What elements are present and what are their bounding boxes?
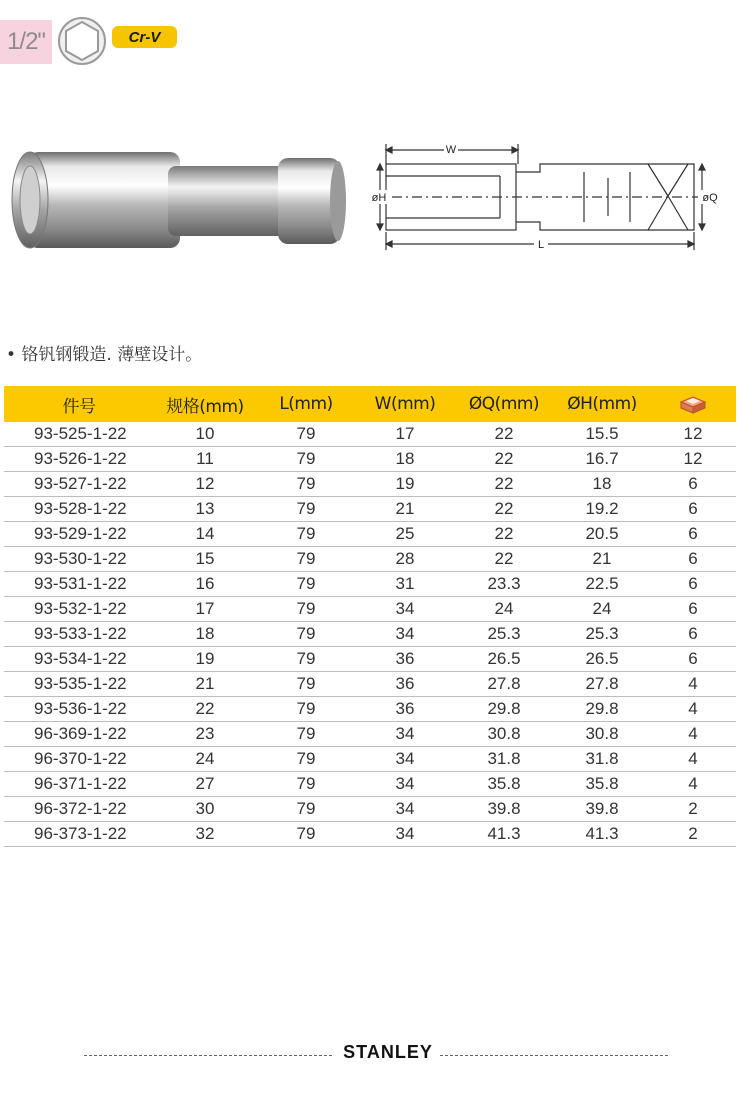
table-cell: 27.8 <box>554 672 650 697</box>
table-cell: 15 <box>154 547 256 572</box>
table-cell: 22 <box>154 697 256 722</box>
table-cell: 25.3 <box>554 622 650 647</box>
spec-table <box>4 386 736 847</box>
table-cell: 34 <box>356 722 454 747</box>
table-cell: 16 <box>154 572 256 597</box>
table-cell: 34 <box>356 622 454 647</box>
table-cell: 22 <box>454 447 554 472</box>
table-row <box>4 647 736 672</box>
table-cell: 79 <box>256 597 356 622</box>
table-row <box>4 722 736 747</box>
table-row <box>4 447 736 472</box>
table-cell: 21 <box>356 497 454 522</box>
dimension-label-w: W <box>445 144 457 156</box>
table-cell: 12 <box>650 447 736 472</box>
table-cell: 34 <box>356 747 454 772</box>
table-cell: 19 <box>356 472 454 497</box>
table-cell: 35.8 <box>454 772 554 797</box>
table-cell: 30.8 <box>454 722 554 747</box>
table-cell: 79 <box>256 447 356 472</box>
table-row <box>4 597 736 622</box>
table-cell: 4 <box>650 697 736 722</box>
table-cell: 22 <box>454 472 554 497</box>
table-cell: 36 <box>356 647 454 672</box>
table-cell: 96-371-1-22 <box>4 772 154 797</box>
column-header-package <box>650 386 736 422</box>
table-cell: 30.8 <box>554 722 650 747</box>
table-cell: 6 <box>650 497 736 522</box>
material-badge: Cr-V <box>112 26 177 48</box>
table-cell: 22 <box>454 422 554 447</box>
table-row <box>4 672 736 697</box>
table-cell: 13 <box>154 497 256 522</box>
table-cell: 23.3 <box>454 572 554 597</box>
table-cell: 15.5 <box>554 422 650 447</box>
table-cell: 79 <box>256 522 356 547</box>
table-cell: 96-369-1-22 <box>4 722 154 747</box>
table-row <box>4 747 736 772</box>
column-header-q-diameter: ØQ(mm) <box>454 386 554 422</box>
table-cell: 18 <box>154 622 256 647</box>
table-cell: 10 <box>154 422 256 447</box>
table-cell: 93-536-1-22 <box>4 697 154 722</box>
table-cell: 79 <box>256 497 356 522</box>
table-cell: 96-373-1-22 <box>4 822 154 847</box>
column-header-width: W(mm) <box>356 386 454 422</box>
table-cell: 31.8 <box>454 747 554 772</box>
table-cell: 79 <box>256 647 356 672</box>
table-cell: 22 <box>454 522 554 547</box>
table-cell: 21 <box>154 672 256 697</box>
table-row <box>4 622 736 647</box>
table-cell: 93-532-1-22 <box>4 597 154 622</box>
table-cell: 79 <box>256 822 356 847</box>
table-cell: 34 <box>356 797 454 822</box>
table-cell: 31 <box>356 572 454 597</box>
table-cell: 6 <box>650 472 736 497</box>
table-cell: 21 <box>554 547 650 572</box>
table-cell: 32 <box>154 822 256 847</box>
table-cell: 4 <box>650 722 736 747</box>
table-cell: 93-526-1-22 <box>4 447 154 472</box>
table-cell: 93-533-1-22 <box>4 622 154 647</box>
table-cell: 24 <box>554 597 650 622</box>
column-header-h-diameter: ØH(mm) <box>554 386 650 422</box>
table-cell: 6 <box>650 622 736 647</box>
table-cell: 93-534-1-22 <box>4 647 154 672</box>
table-cell: 6 <box>650 547 736 572</box>
table-cell: 14 <box>154 522 256 547</box>
table-row <box>4 422 736 447</box>
table-row <box>4 497 736 522</box>
table-cell: 79 <box>256 697 356 722</box>
table-cell: 79 <box>256 722 356 747</box>
table-cell: 34 <box>356 822 454 847</box>
table-cell: 30 <box>154 797 256 822</box>
table-cell: 6 <box>650 522 736 547</box>
table-cell: 93-528-1-22 <box>4 497 154 522</box>
table-row <box>4 772 736 797</box>
table-cell: 4 <box>650 747 736 772</box>
table-cell: 12 <box>154 472 256 497</box>
table-cell: 28 <box>356 547 454 572</box>
table-cell: 31.8 <box>554 747 650 772</box>
table-cell: 39.8 <box>454 797 554 822</box>
table-cell: 26.5 <box>454 647 554 672</box>
table-cell: 16.7 <box>554 447 650 472</box>
table-cell: 2 <box>650 822 736 847</box>
column-header-part-number: 件号 <box>4 386 154 422</box>
brand-logo: STANLEY <box>343 1042 433 1062</box>
table-row <box>4 822 736 847</box>
column-header-length: L(mm) <box>256 386 356 422</box>
table-cell: 79 <box>256 547 356 572</box>
table-cell: 36 <box>356 672 454 697</box>
table-cell: 79 <box>256 622 356 647</box>
table-row <box>4 572 736 597</box>
table-cell: 24 <box>454 597 554 622</box>
box-icon <box>678 393 708 415</box>
table-cell: 96-372-1-22 <box>4 797 154 822</box>
table-cell: 27.8 <box>454 672 554 697</box>
table-cell: 41.3 <box>554 822 650 847</box>
footer <box>0 1040 750 1070</box>
hexagon-icon <box>57 16 107 66</box>
socket-photo <box>8 148 350 252</box>
table-cell: 18 <box>356 447 454 472</box>
table-cell: 22 <box>454 497 554 522</box>
table-cell: 24 <box>154 747 256 772</box>
table-cell: 93-525-1-22 <box>4 422 154 447</box>
table-cell: 11 <box>154 447 256 472</box>
table-cell: 34 <box>356 772 454 797</box>
table-cell: 6 <box>650 572 736 597</box>
table-cell: 93-529-1-22 <box>4 522 154 547</box>
table-cell: 93-530-1-22 <box>4 547 154 572</box>
table-cell: 27 <box>154 772 256 797</box>
table-cell: 34 <box>356 597 454 622</box>
table-cell: 79 <box>256 747 356 772</box>
column-header-size: 规格(mm) <box>154 386 256 422</box>
footer-divider-left <box>84 1055 332 1056</box>
table-cell: 79 <box>256 797 356 822</box>
table-cell: 12 <box>650 422 736 447</box>
table-cell: 39.8 <box>554 797 650 822</box>
table-cell: 96-370-1-22 <box>4 747 154 772</box>
table-cell: 93-535-1-22 <box>4 672 154 697</box>
table-cell: 19.2 <box>554 497 650 522</box>
table-cell: 4 <box>650 772 736 797</box>
table-cell: 6 <box>650 597 736 622</box>
table-cell: 79 <box>256 422 356 447</box>
feature-description: • 铬钒钢锻造. 薄壁设计。 <box>6 345 203 365</box>
table-row <box>4 797 736 822</box>
table-cell: 17 <box>154 597 256 622</box>
table-cell: 23 <box>154 722 256 747</box>
table-cell: 79 <box>256 772 356 797</box>
table-cell: 79 <box>256 572 356 597</box>
table-cell: 20.5 <box>554 522 650 547</box>
table-cell: 41.3 <box>454 822 554 847</box>
table-cell: 93-527-1-22 <box>4 472 154 497</box>
dimension-label-h: øH <box>371 192 387 204</box>
table-cell: 22.5 <box>554 572 650 597</box>
table-row <box>4 697 736 722</box>
table-row <box>4 522 736 547</box>
table-cell: 25 <box>356 522 454 547</box>
table-cell: 6 <box>650 647 736 672</box>
table-row <box>4 472 736 497</box>
table-header-row <box>4 386 736 422</box>
table-cell: 22 <box>454 547 554 572</box>
table-cell: 2 <box>650 797 736 822</box>
table-cell: 93-531-1-22 <box>4 572 154 597</box>
table-cell: 79 <box>256 672 356 697</box>
dimension-label-q: øQ <box>702 192 718 204</box>
table-cell: 19 <box>154 647 256 672</box>
footer-divider-right <box>440 1055 668 1056</box>
table-cell: 18 <box>554 472 650 497</box>
table-cell: 29.8 <box>454 697 554 722</box>
table-cell: 36 <box>356 697 454 722</box>
table-cell: 35.8 <box>554 772 650 797</box>
header-badges <box>0 12 300 60</box>
table-row <box>4 547 736 572</box>
drive-size-badge: 1/2" <box>0 20 52 64</box>
table-cell: 29.8 <box>554 697 650 722</box>
table-cell: 4 <box>650 672 736 697</box>
table-cell: 17 <box>356 422 454 447</box>
table-cell: 26.5 <box>554 647 650 672</box>
table-cell: 79 <box>256 472 356 497</box>
table-cell: 25.3 <box>454 622 554 647</box>
dimension-label-l: L <box>537 239 545 251</box>
socket-dimension-drawing <box>368 136 724 254</box>
